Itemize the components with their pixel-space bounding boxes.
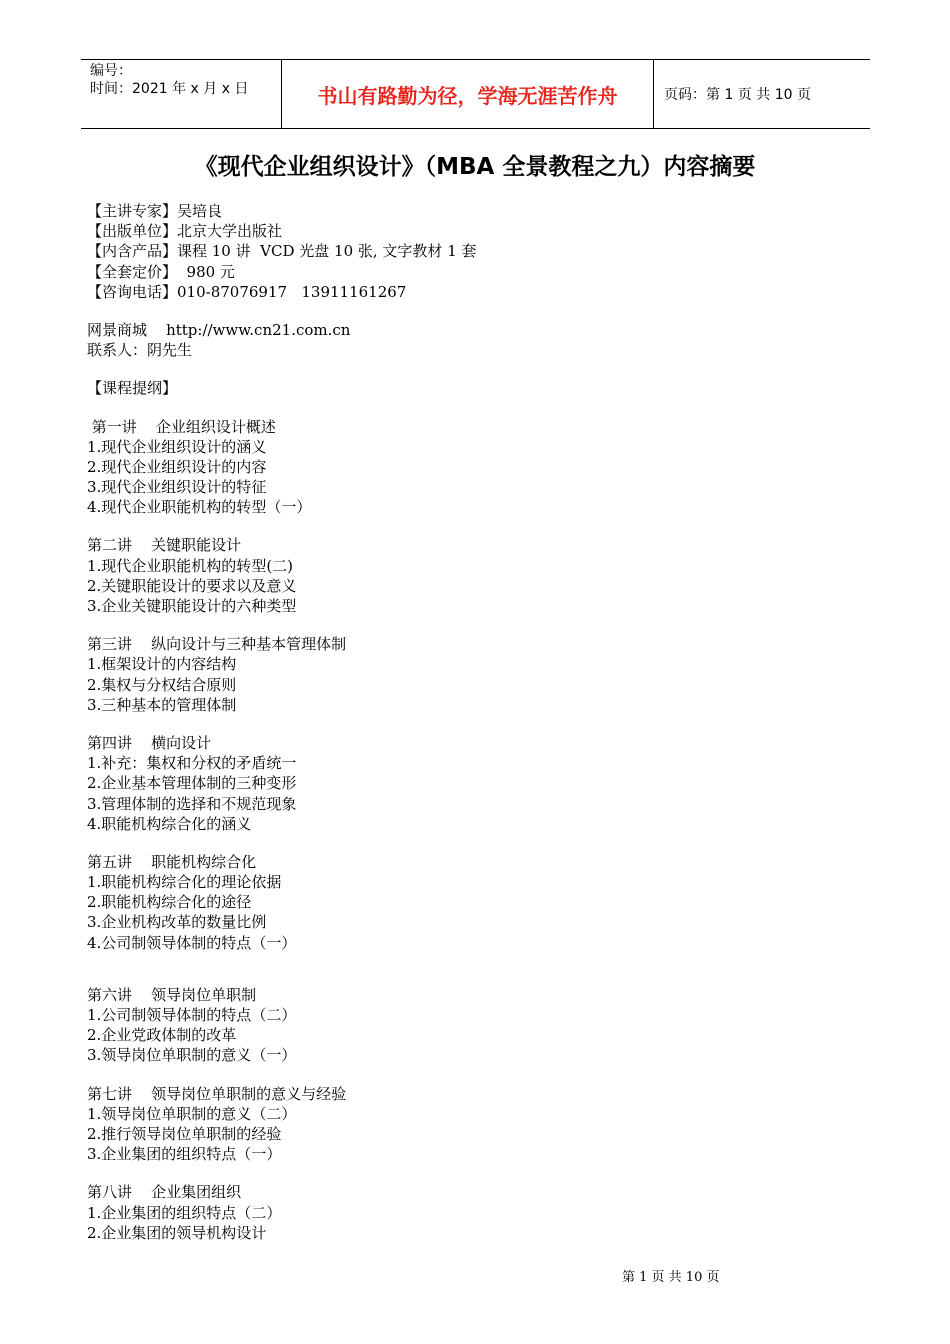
number-label: 编号： — [90, 63, 132, 79]
lecture-item: 2.企业集团的领导机构设计 — [87, 1223, 267, 1242]
lecture-item: 4.现代企业职能机构的转型（一） — [87, 498, 312, 517]
info-phone: 【咨询电话】010-87076917 13911161267 — [87, 282, 407, 301]
lecture-item: 3.三种基本的管理体制 — [87, 695, 237, 714]
lecture-item: 4.职能机构综合化的涵义 — [87, 814, 252, 833]
lecture-item: 2.集权与分权结合原则 — [87, 675, 237, 694]
lecture-item: 1.框架设计的内容结构 — [87, 655, 237, 674]
lecture-item: 3.企业机构改革的数量比例 — [87, 913, 267, 932]
document-body — [87, 201, 477, 1243]
lecture-title: 第一讲 企业组织设计概述 — [87, 417, 276, 436]
contact-person: 联系人：阴先生 — [87, 341, 193, 360]
lecture-item: 3.企业集团的组织特点（一） — [87, 1145, 282, 1164]
header-left-cell — [81, 60, 281, 128]
lecture-item: 4.公司制领导体制的特点（一） — [87, 933, 297, 952]
lecture-item: 2.现代企业组织设计的内容 — [87, 457, 267, 476]
lecture-title: 第三讲 纵向设计与三种基本管理体制 — [87, 635, 347, 654]
info-expert: 【主讲专家】吴培良 — [87, 202, 223, 220]
lecture-item: 2.企业党政体制的改革 — [87, 1026, 237, 1045]
lecture-title: 第四讲 横向设计 — [87, 733, 212, 752]
lecture-title: 第六讲 领导岗位单职制 — [87, 985, 257, 1004]
lecture-item: 3.企业关键职能设计的六种类型 — [87, 597, 297, 615]
lecture-item: 1.职能机构综合化的理论依据 — [87, 873, 282, 892]
lecture-item: 3.管理体制的选择和不规范现象 — [87, 794, 297, 813]
lecture-item: 2.职能机构综合化的途径 — [87, 893, 252, 912]
lecture-title: 第八讲 企业集团组织 — [87, 1183, 242, 1202]
lecture-item: 1.现代企业职能机构的转型(二) — [87, 556, 294, 575]
contact-store: 网景商城 http://www.cn21.com.cn — [87, 320, 351, 339]
outline-heading: 【课程提纲】 — [87, 379, 178, 398]
time-label: 时间：2021 年 x 月 x 日 — [90, 81, 249, 97]
lecture-item: 3.现代企业组织设计的特征 — [87, 478, 267, 497]
page-footer: 第 1 页 共 10 页 — [622, 1270, 720, 1285]
info-products: 【内含产品】课程 10 讲 VCD 光盘 10 张, 文字教材 1 套 — [87, 242, 477, 261]
lecture-item: 2.推行领导岗位单职制的经验 — [87, 1124, 282, 1143]
lecture-title: 第二讲 关键职能设计 — [87, 536, 242, 555]
lecture-item: 2.企业基本管理体制的三种变形 — [87, 774, 297, 793]
lecture-item: 2.关键职能设计的要求以及意义 — [87, 576, 297, 595]
lecture-title: 第七讲 领导岗位单职制的意义与经验 — [87, 1084, 347, 1103]
header-table — [81, 59, 870, 129]
info-price: 【全套定价】 980 元 — [87, 262, 235, 281]
info-publisher: 【出版单位】北京大学出版社 — [87, 222, 283, 241]
lecture-title: 第五讲 职能机构综合化 — [87, 852, 257, 871]
lecture-item: 3.领导岗位单职制的意义（一） — [87, 1046, 297, 1065]
lecture-item: 1.补充：集权和分权的矛盾统一 — [87, 754, 297, 773]
page-info: 页码：第 1 页 共 10 页 — [664, 87, 811, 103]
lecture-item: 1.企业集团的组织特点（二） — [87, 1203, 282, 1222]
lecture-item: 1.领导岗位单职制的意义（二） — [87, 1104, 297, 1123]
lecture-item: 1.现代企业组织设计的涵义 — [87, 437, 267, 456]
motto: 书山有路勤为径，学海无涯苦作舟 — [281, 60, 654, 128]
document-title: 《现代企业组织设计》（MBA 全景教程之九）内容摘要 — [194, 154, 756, 180]
lecture-item: 1.公司制领导体制的特点（二） — [87, 1006, 297, 1024]
